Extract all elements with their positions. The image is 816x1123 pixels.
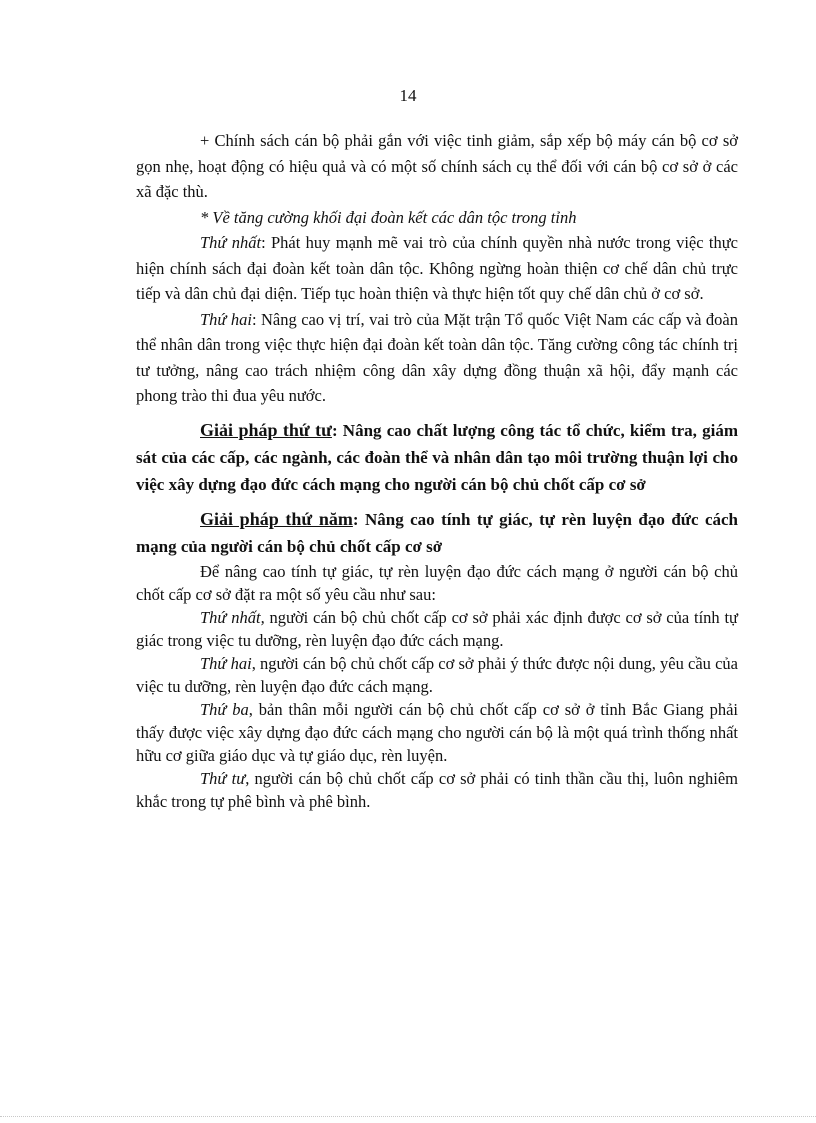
paragraph-lead: Thứ nhất bbox=[200, 233, 262, 252]
paragraph-text: : Nâng cao vị trí, vai trò của Mặt trận Tổ quốc Việt Nam các cấp và đoàn thể nhân dân trong việc thực hiện đại đoàn kết toàn dân tộc. Tăng cường công tác chính trị tư tưởng, nâng cao trách nhiệm công dân xây dựng đồng thuận xã hội, đẩy mạnh các phong trào thi đua yêu nước. bbox=[136, 309, 738, 405]
page-number: 14 bbox=[399, 86, 417, 105]
page-body bbox=[136, 128, 738, 813]
requirement-first bbox=[136, 606, 738, 652]
requirement-third bbox=[136, 698, 738, 767]
paragraph-text: , bản thân mỗi người cán bộ chủ chốt cấp cơ sở ở tỉnh Bắc Giang phải thấy được việc xây dựng đạo đức cách mạng cho người cán bộ là một quá trình thống nhất hữu cơ giữa giáo dục và tự giáo dục, rèn luyện. bbox=[136, 699, 738, 765]
paragraph-lead: Thứ hai bbox=[200, 653, 252, 673]
solution-text: : Nâng cao chất lượng công tác tổ chức, kiểm tra, giám sát của các cấp, các ngành, các đoàn thể và nhân dân tạo môi trường thuận lợi cho việc xây dựng đạo đức cách mạng cho người cán bộ chủ chốt cấp cơ sở bbox=[136, 420, 738, 494]
requirement-fourth bbox=[136, 767, 738, 813]
solution-four bbox=[136, 417, 738, 498]
paragraph-lead: Thứ nhất, bbox=[200, 607, 265, 627]
paragraph-lead: Thứ ba bbox=[200, 699, 249, 719]
paragraph-lead: Thứ hai bbox=[200, 309, 252, 329]
paragraph-text: + Chính sách cán bộ phải gắn với việc tinh giảm, sắp xếp bộ máy cán bộ cơ sở gọn nhẹ, hoạt động có hiệu quả và có một số chính sách cụ thể đối với cán bộ cơ sở ở các xã đặc thù. bbox=[136, 131, 738, 201]
requirement-second bbox=[136, 652, 738, 698]
solution-label: Giải pháp thứ tư bbox=[200, 419, 332, 440]
paragraph-lead: Thứ tư bbox=[200, 768, 246, 788]
section-heading-unity bbox=[136, 205, 738, 231]
paragraph-first bbox=[136, 230, 738, 307]
paragraph-policy bbox=[136, 128, 738, 205]
paragraph-requirements bbox=[136, 560, 738, 606]
solution-text: : Nâng cao tính tự giác, tự rèn luyện đạo đức cách mạng của người cán bộ chủ chốt cấp cơ sở bbox=[136, 509, 738, 556]
page-bottom-divider bbox=[0, 1116, 816, 1117]
paragraph-text: Để nâng cao tính tự giác, tự rèn luyện đạo đức cách mạng ở người cán bộ chủ chốt cấp cơ sở đặt ra một số yêu cầu như sau: bbox=[136, 561, 738, 604]
solution-label: Giải pháp thứ năm bbox=[200, 508, 353, 529]
paragraph-text: , người cán bộ chủ chốt cấp cơ sở phải có tinh thần cầu thị, luôn nghiêm khắc trong tự phê bình và phê bình. bbox=[136, 768, 739, 811]
paragraph-text: , người cán bộ chủ chốt cấp cơ sở phải ý thức được nội dung, yêu cầu của việc tu dưỡng, rèn luyện đạo đức cách mạng. bbox=[136, 653, 738, 696]
paragraph-text: người cán bộ chủ chốt cấp cơ sở phải xác định được cơ sở của tính tự giác trong việc tu dưỡng, rèn luyện đạo đức cách mạng. bbox=[136, 607, 738, 650]
solution-five bbox=[136, 506, 738, 560]
paragraph-second bbox=[136, 307, 738, 409]
section-heading-text: * Về tăng cường khối đại đoàn kết các dân tộc trong tỉnh bbox=[200, 207, 577, 227]
paragraph-text: : Phát huy mạnh mẽ vai trò của chính quyền nhà nước trong việc thực hiện chính sách đại đoàn kết toàn dân tộc. Không ngừng hoàn thiện cơ chế dân chủ trực tiếp và dân chủ đại diện. Tiếp tục hoàn thiện và thực hiện tốt quy chế dân chủ ở cơ sở. bbox=[136, 233, 738, 303]
